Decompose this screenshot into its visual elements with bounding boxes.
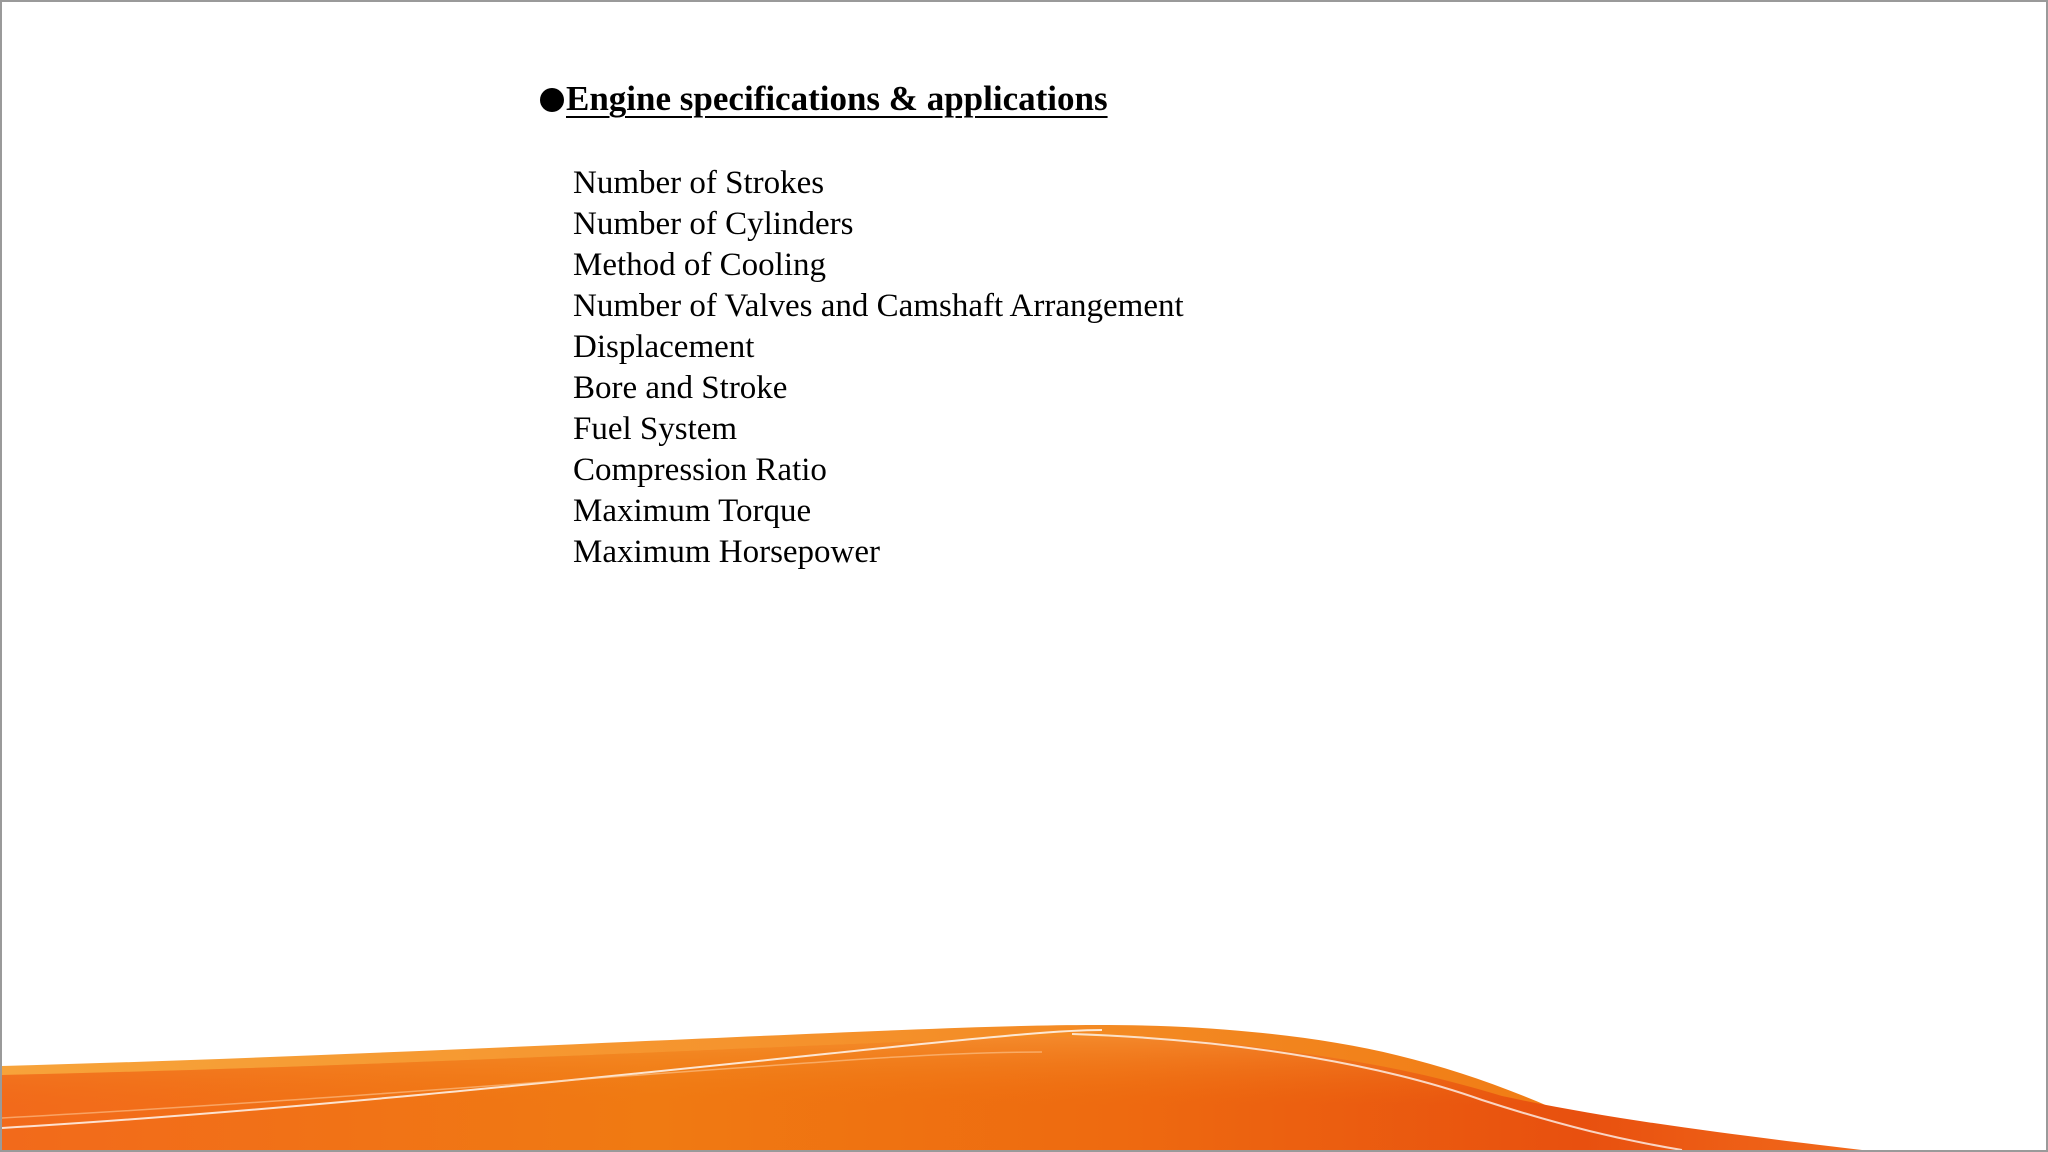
slide-heading: Engine specifications & applications: [566, 79, 1108, 118]
spec-item-number-of-cylinders: Number of Cylinders: [573, 206, 854, 242]
spec-item-fuel-system: Fuel System: [573, 411, 738, 447]
spec-item-compression-ratio: Compression Ratio: [573, 452, 827, 488]
spec-list: [573, 163, 1184, 573]
spec-item-valves-and-camshaft: Number of Valves and Camshaft Arrangement: [573, 288, 1184, 324]
spec-item-number-of-strokes: Number of Strokes: [573, 165, 825, 201]
orange-wave-decoration: [2, 1010, 2048, 1150]
spec-item-bore-and-stroke: Bore and Stroke: [573, 370, 788, 406]
spec-item-maximum-torque: Maximum Torque: [573, 493, 812, 529]
heading-row: [540, 74, 1108, 124]
spec-item-maximum-horsepower: Maximum Horsepower: [573, 534, 881, 570]
spec-item-displacement: Displacement: [573, 329, 755, 365]
bullet-icon: [540, 88, 564, 112]
spec-item-method-of-cooling: Method of Cooling: [573, 247, 826, 283]
